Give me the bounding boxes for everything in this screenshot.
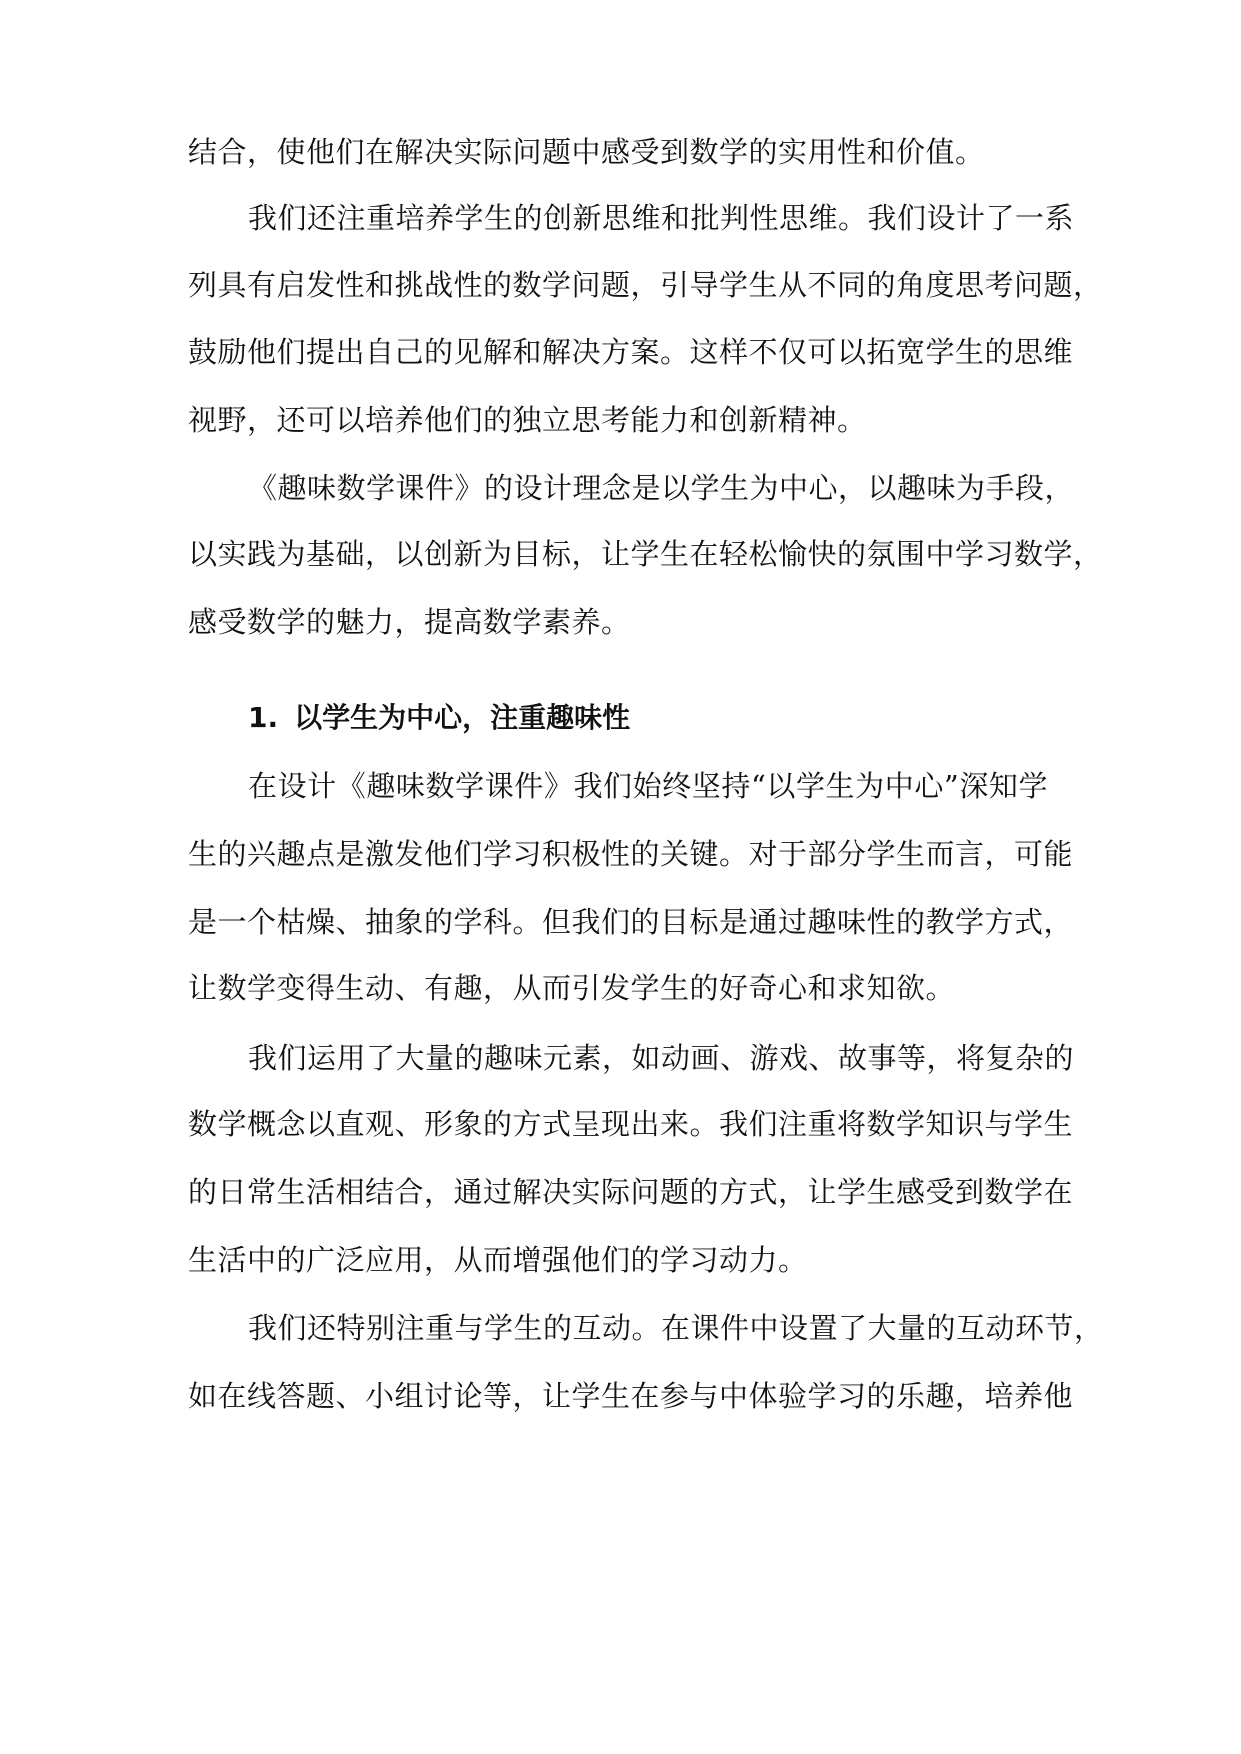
paragraph-line: 数学概念以直观、形象的方式呈现出来。我们注重将数学知识与学生 — [188, 1107, 1074, 1141]
paragraph-line: 让数学变得生动、有趣，从而引发学生的好奇心和求知欲。 — [188, 971, 956, 1005]
section-number: 1. — [248, 701, 279, 734]
section-title: 以学生为中心，注重趣味性 — [294, 701, 631, 734]
paragraph-line: 列具有启发性和挑战性的数学问题，引导学生从不同的角度思考问题， — [188, 268, 1103, 302]
paragraph-line: 鼓励他们提出自己的见解和解决方案。这样不仅可以拓宽学生的思维 — [188, 335, 1074, 369]
paragraph-line: 生活中的广泛应用，从而增强他们的学习动力。 — [188, 1243, 808, 1277]
paragraph-line: 生的兴趣点是激发他们学习积极性的关键。对于部分学生而言，可能 — [188, 837, 1074, 871]
paragraph-line: 的日常生活相结合，通过解决实际问题的方式，让学生感受到数学在 — [188, 1175, 1074, 1209]
paragraph-line: 我们运用了大量的趣味元素，如动画、游戏、故事等，将复杂的 — [248, 1041, 1075, 1075]
paragraph-line: 结合，使他们在解决实际问题中感受到数学的实用性和价值。 — [188, 135, 985, 169]
paragraph-line: 以实践为基础，以创新为目标，让学生在轻松愉快的氛围中学习数学， — [188, 537, 1103, 571]
paragraph-line: 《趣味数学课件》的设计理念是以学生为中心，以趣味为手段， — [248, 471, 1075, 505]
paragraph-line: 我们还注重培养学生的创新思维和批判性思维。我们设计了一系 — [248, 201, 1075, 235]
paragraph-line: 感受数学的魅力，提高数学素养。 — [188, 605, 631, 639]
paragraph-line: 在设计《趣味数学课件》我们始终坚持“以学生为中心”深知学 — [248, 769, 1048, 803]
paragraph-line: 视野，还可以培养他们的独立思考能力和创新精神。 — [188, 403, 867, 437]
section-heading — [248, 688, 630, 748]
paragraph-line: 是一个枯燥、抽象的学科。但我们的目标是通过趣味性的教学方式， — [188, 905, 1074, 939]
paragraph-line: 如在线答题、小组讨论等，让学生在参与中体验学习的乐趣，培养他 — [188, 1379, 1074, 1413]
paragraph-line: 我们还特别注重与学生的互动。在课件中设置了大量的互动环节， — [248, 1311, 1104, 1345]
